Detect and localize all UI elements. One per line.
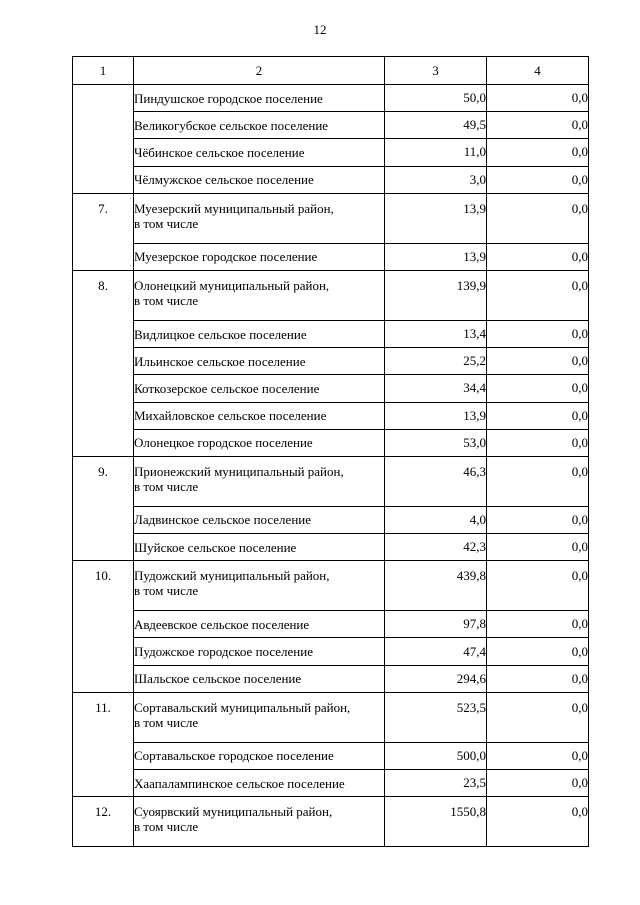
municipality-name-cell bbox=[134, 506, 385, 533]
municipality-name-line: Муезерское городское поселение bbox=[134, 249, 318, 265]
municipality-name-line: Видлицкое сельское поселение bbox=[134, 326, 307, 342]
municipality-name-cell bbox=[134, 456, 385, 506]
municipality-name-line: Ильинское сельское поселение bbox=[134, 353, 306, 369]
municipality-name-cell bbox=[134, 270, 385, 320]
municipality-name-cell bbox=[134, 193, 385, 243]
row-number-cell: 7. bbox=[73, 193, 134, 270]
table-body bbox=[73, 85, 589, 847]
table-row bbox=[73, 429, 589, 456]
table-row bbox=[73, 797, 589, 847]
column-4-value-cell: 0,0 bbox=[487, 561, 589, 611]
municipality-name-cell bbox=[134, 402, 385, 429]
municipality-name-cell bbox=[134, 375, 385, 402]
table-row bbox=[73, 770, 589, 797]
budget-table bbox=[72, 56, 589, 847]
table-row bbox=[73, 402, 589, 429]
column-3-value-cell: 50,0 bbox=[385, 85, 487, 112]
municipality-name-line: в том числе bbox=[134, 292, 199, 308]
column-4-value-cell: 0,0 bbox=[487, 665, 589, 692]
municipality-name-line: Олонецкое городское поселение bbox=[134, 435, 313, 451]
table-row bbox=[73, 534, 589, 561]
municipality-name-line: Шальское сельское поселение bbox=[134, 671, 302, 687]
table-row bbox=[73, 85, 589, 112]
municipality-name-line: Сортавальское городское поселение bbox=[134, 748, 334, 764]
column-4-value-cell: 0,0 bbox=[487, 139, 589, 166]
column-3-value-cell: 13,9 bbox=[385, 243, 487, 270]
municipality-name-line: Ладвинское сельское поселение bbox=[134, 512, 311, 528]
column-3-value-cell: 294,6 bbox=[385, 665, 487, 692]
column-3-value-cell: 1550,8 bbox=[385, 797, 487, 847]
column-4-value-cell: 0,0 bbox=[487, 770, 589, 797]
municipality-name-cell bbox=[134, 770, 385, 797]
municipality-name-line: Хаапалампинское сельское поселение bbox=[134, 775, 345, 791]
column-4-value-cell: 0,0 bbox=[487, 320, 589, 347]
column-3-value-cell: 23,5 bbox=[385, 770, 487, 797]
column-3-value-cell: 34,4 bbox=[385, 375, 487, 402]
column-4-value-cell: 0,0 bbox=[487, 85, 589, 112]
municipality-name-cell bbox=[134, 742, 385, 769]
column-3-value-cell: 500,0 bbox=[385, 742, 487, 769]
column-header-1: 1 bbox=[73, 57, 134, 85]
column-4-value-cell: 0,0 bbox=[487, 456, 589, 506]
municipality-name-line: Чёлмужское сельское поселение bbox=[134, 172, 314, 188]
column-header-3: 3 bbox=[385, 57, 487, 85]
column-3-value-cell: 47,4 bbox=[385, 638, 487, 665]
table-row bbox=[73, 638, 589, 665]
column-4-value-cell: 0,0 bbox=[487, 166, 589, 193]
municipality-name-cell bbox=[134, 348, 385, 375]
table-row bbox=[73, 112, 589, 139]
page-number: 12 bbox=[313, 22, 327, 37]
column-3-value-cell: 42,3 bbox=[385, 534, 487, 561]
municipality-name-cell bbox=[134, 611, 385, 638]
table-row bbox=[73, 320, 589, 347]
municipality-name-cell bbox=[134, 561, 385, 611]
municipality-name-line: Прионежский муниципальный район, bbox=[134, 463, 344, 479]
municipality-name-line: Михайловское сельское поселение bbox=[134, 408, 327, 424]
column-4-value-cell: 0,0 bbox=[487, 193, 589, 243]
column-4-value-cell: 0,0 bbox=[487, 611, 589, 638]
table-row bbox=[73, 742, 589, 769]
municipality-name-line: Пудожское городское поселение bbox=[134, 644, 313, 660]
column-3-value-cell: 13,4 bbox=[385, 320, 487, 347]
table-header-row bbox=[73, 57, 589, 85]
municipality-name-line: Пудожский муниципальный район, bbox=[134, 568, 330, 584]
municipality-name-cell bbox=[134, 692, 385, 742]
table-row bbox=[73, 243, 589, 270]
column-header-2: 2 bbox=[134, 57, 385, 85]
column-3-value-cell: 97,8 bbox=[385, 611, 487, 638]
column-4-value-cell: 0,0 bbox=[487, 534, 589, 561]
table-row bbox=[73, 665, 589, 692]
column-header-4: 4 bbox=[487, 57, 589, 85]
municipality-name-cell bbox=[134, 139, 385, 166]
table-row bbox=[73, 456, 589, 506]
municipality-name-line: Великогубское сельское поселение bbox=[134, 117, 329, 133]
municipality-name-cell bbox=[134, 166, 385, 193]
municipality-name-line: в том числе bbox=[134, 215, 199, 231]
municipality-name-line: Чёбинское сельское поселение bbox=[134, 144, 305, 160]
municipality-name-cell bbox=[134, 85, 385, 112]
column-3-value-cell: 46,3 bbox=[385, 456, 487, 506]
row-number-cell: 10. bbox=[73, 561, 134, 693]
row-number-cell bbox=[73, 85, 134, 194]
column-4-value-cell: 0,0 bbox=[487, 692, 589, 742]
column-4-value-cell: 0,0 bbox=[487, 742, 589, 769]
row-number-cell: 9. bbox=[73, 456, 134, 560]
municipality-name-line: Суоярвский муниципальный район, bbox=[134, 804, 333, 820]
municipality-name-cell bbox=[134, 797, 385, 847]
column-3-value-cell: 13,9 bbox=[385, 193, 487, 243]
column-4-value-cell: 0,0 bbox=[487, 375, 589, 402]
column-3-value-cell: 3,0 bbox=[385, 166, 487, 193]
table-row bbox=[73, 166, 589, 193]
table-row bbox=[73, 270, 589, 320]
table-row bbox=[73, 692, 589, 742]
municipality-name-line: Муезерский муниципальный район, bbox=[134, 200, 334, 216]
municipality-name-cell bbox=[134, 243, 385, 270]
column-3-value-cell: 53,0 bbox=[385, 429, 487, 456]
column-4-value-cell: 0,0 bbox=[487, 270, 589, 320]
table-row bbox=[73, 506, 589, 533]
row-number-cell: 12. bbox=[73, 797, 134, 847]
municipality-name-cell bbox=[134, 320, 385, 347]
table-row bbox=[73, 193, 589, 243]
column-4-value-cell: 0,0 bbox=[487, 429, 589, 456]
column-4-value-cell: 0,0 bbox=[487, 243, 589, 270]
column-4-value-cell: 0,0 bbox=[487, 797, 589, 847]
column-3-value-cell: 11,0 bbox=[385, 139, 487, 166]
table-row bbox=[73, 375, 589, 402]
municipality-name-cell bbox=[134, 534, 385, 561]
municipality-name-line: Авдеевское сельское поселение bbox=[134, 616, 310, 632]
column-3-value-cell: 139,9 bbox=[385, 270, 487, 320]
column-3-value-cell: 13,9 bbox=[385, 402, 487, 429]
municipality-name-line: Сортавальский муниципальный район, bbox=[134, 699, 351, 715]
table-row bbox=[73, 611, 589, 638]
municipality-name-cell bbox=[134, 112, 385, 139]
municipality-name-cell bbox=[134, 665, 385, 692]
table-row bbox=[73, 348, 589, 375]
municipality-name-line: Пиндушское городское поселение bbox=[134, 90, 323, 106]
column-4-value-cell: 0,0 bbox=[487, 506, 589, 533]
municipality-name-line: Олонецкий муниципальный район, bbox=[134, 277, 330, 293]
column-4-value-cell: 0,0 bbox=[487, 348, 589, 375]
municipality-name-cell bbox=[134, 638, 385, 665]
column-3-value-cell: 49,5 bbox=[385, 112, 487, 139]
column-3-value-cell: 439,8 bbox=[385, 561, 487, 611]
municipality-name-line: в том числе bbox=[134, 819, 199, 835]
municipality-name-cell bbox=[134, 429, 385, 456]
municipality-name-line: Шуйское сельское поселение bbox=[134, 539, 297, 555]
row-number-cell: 8. bbox=[73, 270, 134, 456]
column-3-value-cell: 4,0 bbox=[385, 506, 487, 533]
municipality-name-line: в том числе bbox=[134, 714, 199, 730]
column-4-value-cell: 0,0 bbox=[487, 112, 589, 139]
column-3-value-cell: 25,2 bbox=[385, 348, 487, 375]
column-4-value-cell: 0,0 bbox=[487, 402, 589, 429]
column-3-value-cell: 523,5 bbox=[385, 692, 487, 742]
municipality-name-line: в том числе bbox=[134, 478, 199, 494]
row-number-cell: 11. bbox=[73, 692, 134, 796]
table-row bbox=[73, 561, 589, 611]
column-4-value-cell: 0,0 bbox=[487, 638, 589, 665]
table-row bbox=[73, 139, 589, 166]
municipality-name-line: Коткозерское сельское поселение bbox=[134, 380, 320, 396]
municipality-name-line: в том числе bbox=[134, 583, 199, 599]
